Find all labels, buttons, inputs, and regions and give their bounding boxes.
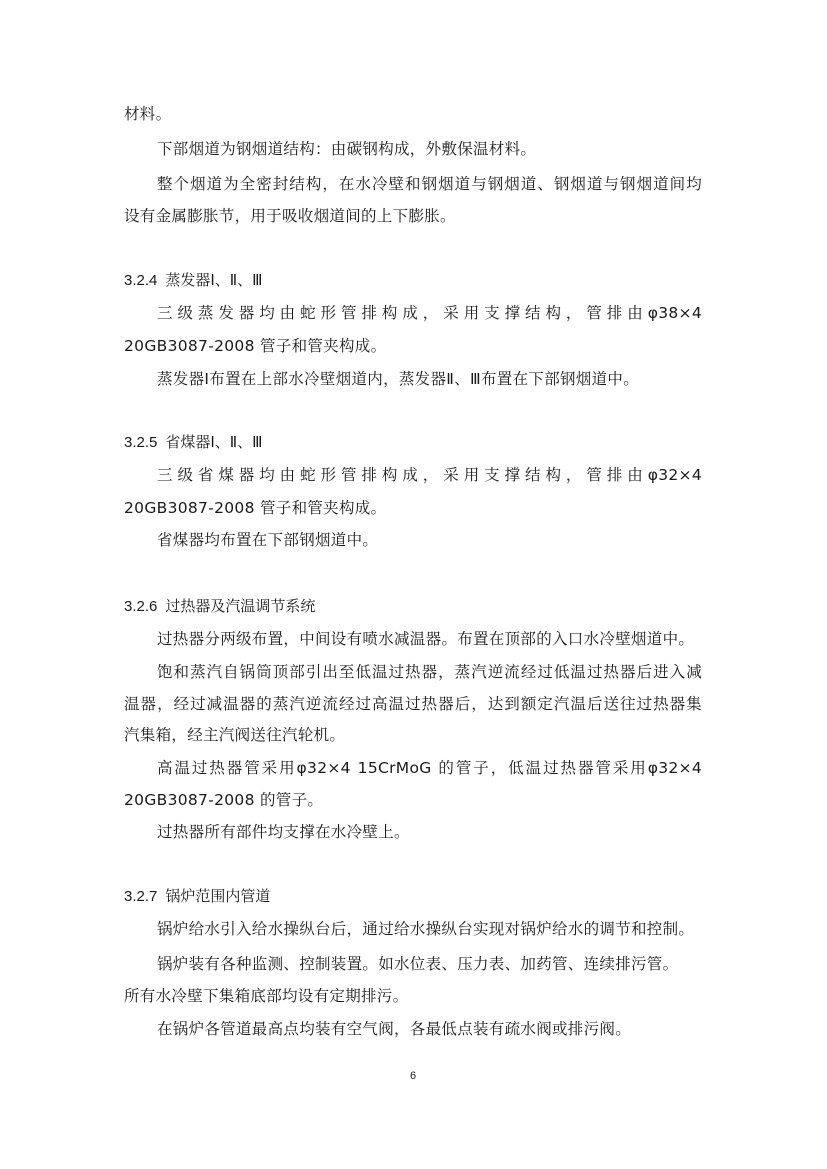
section-title: 过热器及汽温调节系统 bbox=[165, 597, 316, 615]
paragraph-line: 温器，经过减温器的蒸汽逆流经过高温过热器后，达到额定汽温后送往过热器集 bbox=[124, 695, 702, 713]
paragraph-line: 设有金属膨胀节，用于吸收烟道间的上下膨胀。 bbox=[124, 207, 456, 225]
section-number: 3.2.4 bbox=[124, 272, 158, 289]
paragraph-line: 材料。 bbox=[124, 105, 172, 123]
paragraph-line: 汽集箱，经主汽阀送往汽轮机。 bbox=[124, 726, 346, 744]
page-number: 6 bbox=[409, 1070, 417, 1082]
paragraph-line: 省煤器均布置在下部钢烟道中。 bbox=[157, 531, 379, 549]
section-heading-3-2-7 bbox=[124, 886, 270, 907]
paragraph-line: 过热器分两级布置，中间设有喷水减温器。布置在顶部的入口水冷壁烟道中。 bbox=[157, 630, 695, 648]
paragraph-line: 所有水冷壁下集箱底部均设有定期排污。 bbox=[124, 987, 409, 1005]
paragraph-line: 20GB3087-2008 管子和管夹构成。 bbox=[124, 337, 387, 355]
section-number: 3.2.7 bbox=[124, 888, 158, 905]
section-title: 蒸发器Ⅰ、Ⅱ、Ⅲ bbox=[165, 271, 263, 289]
paragraph-line: 饱和蒸汽自锅筒顶部引出至低温过热器，蒸汽逆流经过低温过热器后进入减 bbox=[157, 663, 702, 681]
paragraph-line: 下部烟道为钢烟道结构：由碳钢构成，外敷保温材料。 bbox=[157, 140, 537, 158]
section-heading-3-2-4 bbox=[124, 270, 263, 291]
section-title: 锅炉范围内管道 bbox=[165, 887, 271, 905]
paragraph-line: 高温过热器管采用φ32×4 15CrMoG 的管子，低温过热器管采用φ32×4 bbox=[157, 759, 702, 777]
paragraph-line: 三级蒸发器均由蛇形管排构成，采用支撑结构，管排由φ38×4 bbox=[157, 304, 702, 322]
paragraph-line: 20GB3087-2008 的管子。 bbox=[124, 791, 324, 809]
paragraph-line: 在锅炉各管道最高点均装有空气阀，各最低点装有疏水阀或排污阀。 bbox=[157, 1020, 632, 1038]
section-number: 3.2.5 bbox=[124, 434, 158, 451]
paragraph-line: 蒸发器Ⅰ布置在上部水冷壁烟道内，蒸发器Ⅱ、Ⅲ布置在下部钢烟道中。 bbox=[157, 370, 639, 388]
paragraph-line: 锅炉装有各种监测、控制装置。如水位表、压力表、加药管、连续排污管。 bbox=[157, 955, 679, 973]
paragraph-line: 20GB3087-2008 管子和管夹构成。 bbox=[124, 499, 387, 517]
section-heading-3-2-6 bbox=[124, 596, 315, 617]
paragraph-line: 三级省煤器均由蛇形管排构成，采用支撑结构，管排由φ32×4 bbox=[157, 466, 702, 484]
section-title: 省煤器Ⅰ、Ⅱ、Ⅲ bbox=[165, 433, 263, 451]
paragraph-line: 整个烟道为全密封结构，在水冷壁和钢烟道与钢烟道、钢烟道与钢烟道间均 bbox=[157, 175, 702, 193]
paragraph-line: 锅炉给水引入给水操纵台后，通过给水操纵台实现对锅炉给水的调节和控制。 bbox=[157, 920, 695, 938]
section-heading-3-2-5 bbox=[124, 432, 263, 453]
paragraph-line: 过热器所有部件均支撑在水冷壁上。 bbox=[157, 823, 410, 841]
section-number: 3.2.6 bbox=[124, 598, 158, 615]
